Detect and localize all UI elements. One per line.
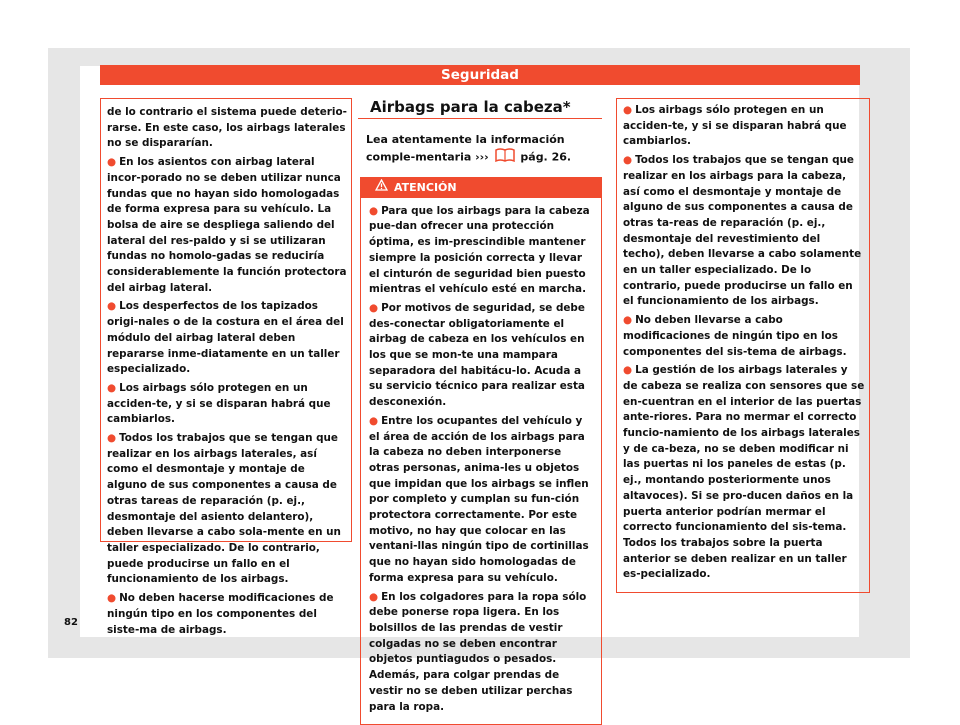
book-reference-icon[interactable] [495,148,515,167]
warning-triangle-icon [375,178,388,198]
paragraph-text: Los airbags sólo protegen en un acciden-te, y si se disparan habrá que cambiarlos. [623,104,847,148]
bullet-paragraph [623,313,865,360]
bullet-icon: ● [369,414,379,427]
warning-title-bar [361,178,601,198]
bullet-paragraph [369,204,595,298]
bullet-paragraph [369,301,595,411]
bullet-icon: ● [369,204,379,217]
paragraph-text: Por motivos de seguridad, se debe des-conectar obligatoriamente el airbag de cabeza en los vehículos en los que se mon-te una mampara separadora del habitácu-lo. Acuda a su servicio técnico para realizar esta desconexión. [369,301,585,409]
bullet-icon: ● [623,154,633,167]
bullet-paragraph [369,414,595,587]
bullet-paragraph [107,431,347,588]
paragraph-text: Los desperfectos de los tapizados origi-nales o de la costura en el área del módulo del airbag lateral deben repararse inme-diatamente en un taller especializado. [107,300,344,376]
bullet-paragraph [107,155,347,296]
warning-box [360,177,602,725]
warning-body [361,198,601,725]
section-header: Seguridad [100,65,860,85]
bullet-paragraph [623,363,865,583]
column-middle [358,96,602,725]
paragraph-text: Todos los trabajos que se tengan que realizar en los airbags laterales, así como el desmontaje y montaje de alguno de sus componentes a causa de otras tareas de reparación (p. ej., desmontaje del asiento delantero), deben llevarse a cabo sola-mente en un taller especializado. De lo contrario, puede producirse un fallo en el funcionamiento de los airbags. [107,432,341,586]
column-right-box [616,98,870,593]
column-left-box [100,98,352,636]
section-heading: Airbags para la cabeza* [370,98,571,116]
paragraph-text: Entre los ocupantes del vehículo y el área de acción de los airbags para la cabeza no deben interponerse otras personas, anima-les u objetos que impidan que los airbags se inflen por completo y cumplan su fun-ción protectora correctamente. Por este motivo, no hay que colocar en las ventani-llas ningún tipo de cortinillas que no hayan sido homologadas de forma expresa para su vehículo. [369,414,589,584]
paragraph-text: de lo contrario el sistema puede deterio-rarse. En este caso, los airbags laterales no se dispararían. [107,106,347,150]
bullet-icon: ● [107,300,117,313]
page-number: 82 [64,617,78,628]
page-reference[interactable]: pág. 26. [520,150,572,164]
bullet-icon: ● [369,590,379,603]
paragraph-text: La gestión de los airbags laterales y de cabeza se realiza con sensores que se en-cuentran en el interior de las puertas ante-riores. Para no mermar el correcto funcio-namiento de los airbags laterales y de ca-beza, no se deben modificar ni las puertas ni los paneles de estas (p. ej., montando posteriormente unos altavoces). Si se pro-ducen daños en la puerta anterior podrían mermar el correcto funcionamiento del sis-tema. Todos los trabajos sobre la puerta anterior se deben realizar en un taller es-pecializado. [623,364,865,581]
intro-text: Lea atentamente la información comple-mentaria ››› [366,132,565,164]
paragraph-text: En los colgadores para la ropa sólo debe ponerse ropa ligera. En los bolsillos de las prendas de vestir colgadas no se deben encontrar objetos puntiagudos o pesados. Además, para colgar prendas de vestir no se deben utilizar perchas para la ropa. [369,590,587,713]
bullet-icon: ● [107,432,117,445]
bullet-icon: ● [107,381,117,394]
bullet-icon: ● [623,314,633,327]
paragraph-text: Los airbags sólo protegen en un acciden-te, y si se disparan habrá que cambiarlos. [107,381,331,426]
paragraph-text: Todos los trabajos que se tengan que realizar en los airbags para la cabeza, así como el desmontaje y montaje de alguno de sus componentes a causa de otras ta-reas de reparación (p. ej., desmontaje del revestimiento del techo), deben llevarse a cabo solamente en un taller especializado. De lo contrario, puede producirse un fallo en el funcionamiento de los airbags. [623,154,862,308]
bullet-icon: ● [623,104,633,116]
bullet-icon: ● [107,156,117,169]
bullet-icon: ● [369,301,379,314]
bullet-paragraph [369,590,595,716]
paragraph-text: No deben llevarse a cabo modificaciones de ningún tipo en los componentes del sis-tema de airbags. [623,314,847,358]
bullet-paragraph [623,153,865,310]
bullet-paragraph [107,591,347,638]
heading-rule [358,118,602,119]
paragraph-text: No deben hacerse modificaciones de ningún tipo en los componentes del siste-ma de airbags. [107,592,334,636]
intro-paragraph [366,131,602,167]
paragraph-text: Para que los airbags para la cabeza pue-dan ofrecer una protección óptima, es im-prescindible mantener siempre la posición correcta y llevar el cinturón de seguridad bien puesto mientras el vehículo esté en marcha. [369,204,590,296]
bullet-paragraph [623,103,865,150]
warning-title: ATENCIÓN [394,180,457,194]
bullet-icon: ● [623,364,633,377]
bullet-paragraph [107,381,347,428]
paragraph [107,105,347,152]
bullet-paragraph [107,299,347,378]
paragraph-text: En los asientos con airbag lateral incor-porado no se deben utilizar nunca fundas que no hayan sido homologadas de forma expresa para su vehículo. La bolsa de aire se despliega saliendo del lateral del res-paldo y si se utilizaran fundas no homolo-gadas se reduciría considerablemente la función protectora del airbag lateral. [107,156,347,294]
bullet-icon: ● [107,592,117,605]
